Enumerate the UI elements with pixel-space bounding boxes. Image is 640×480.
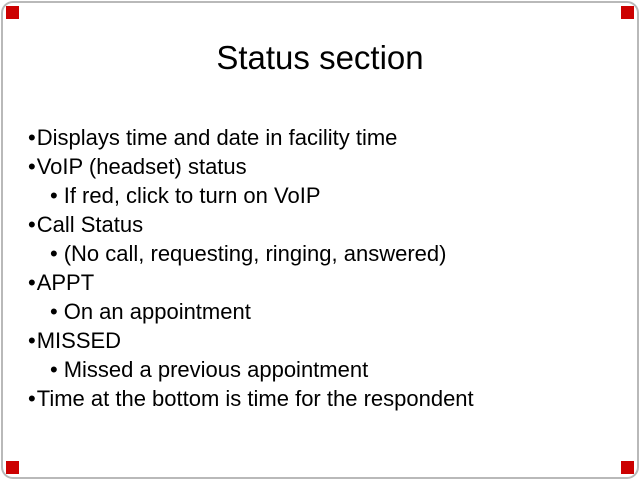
bullet-item-missed [0,326,640,355]
bullet-text: Call Status [36,212,144,237]
bullet-item-missed-previous [0,355,640,384]
bullet-text: On an appointment [63,299,251,324]
bullet-icon: • [28,154,36,179]
bullet-icon: • [50,241,58,266]
corner-marker-top-left [6,6,19,19]
corner-marker-top-right [621,6,634,19]
bullet-text: MISSED [36,328,122,353]
corner-marker-bottom-left [6,461,19,474]
bullet-icon: • [50,299,58,324]
bullet-icon: • [28,386,36,411]
slide-title: Status section [216,39,424,76]
bullet-item-displays-time [0,123,640,152]
bullet-item-appt [0,268,640,297]
bullet-icon: • [28,212,36,237]
bullet-text: If red, click to turn on VoIP [63,183,321,208]
bullet-item-call-states [0,239,640,268]
bullet-item-on-appointment [0,297,640,326]
bullet-item-if-red [0,181,640,210]
bullet-text: Missed a previous appointment [63,357,369,382]
bullet-text: Displays time and date in facility time [36,125,398,150]
bullet-icon: • [50,357,58,382]
bullet-text: APPT [36,270,95,295]
bullet-item-call-status [0,210,640,239]
bullet-icon: • [50,183,58,208]
bullet-item-voip-status [0,152,640,181]
bullet-list [0,123,640,413]
bullet-icon: • [28,125,36,150]
bullet-icon: • [28,328,36,353]
bullet-item-time-bottom [0,384,640,413]
bullet-text: (No call, requesting, ringing, answered) [63,241,447,266]
bullet-text: Time at the bottom is time for the respondent [36,386,474,411]
corner-marker-bottom-right [621,461,634,474]
bullet-text: VoIP (headset) status [36,154,247,179]
bullet-icon: • [28,270,36,295]
